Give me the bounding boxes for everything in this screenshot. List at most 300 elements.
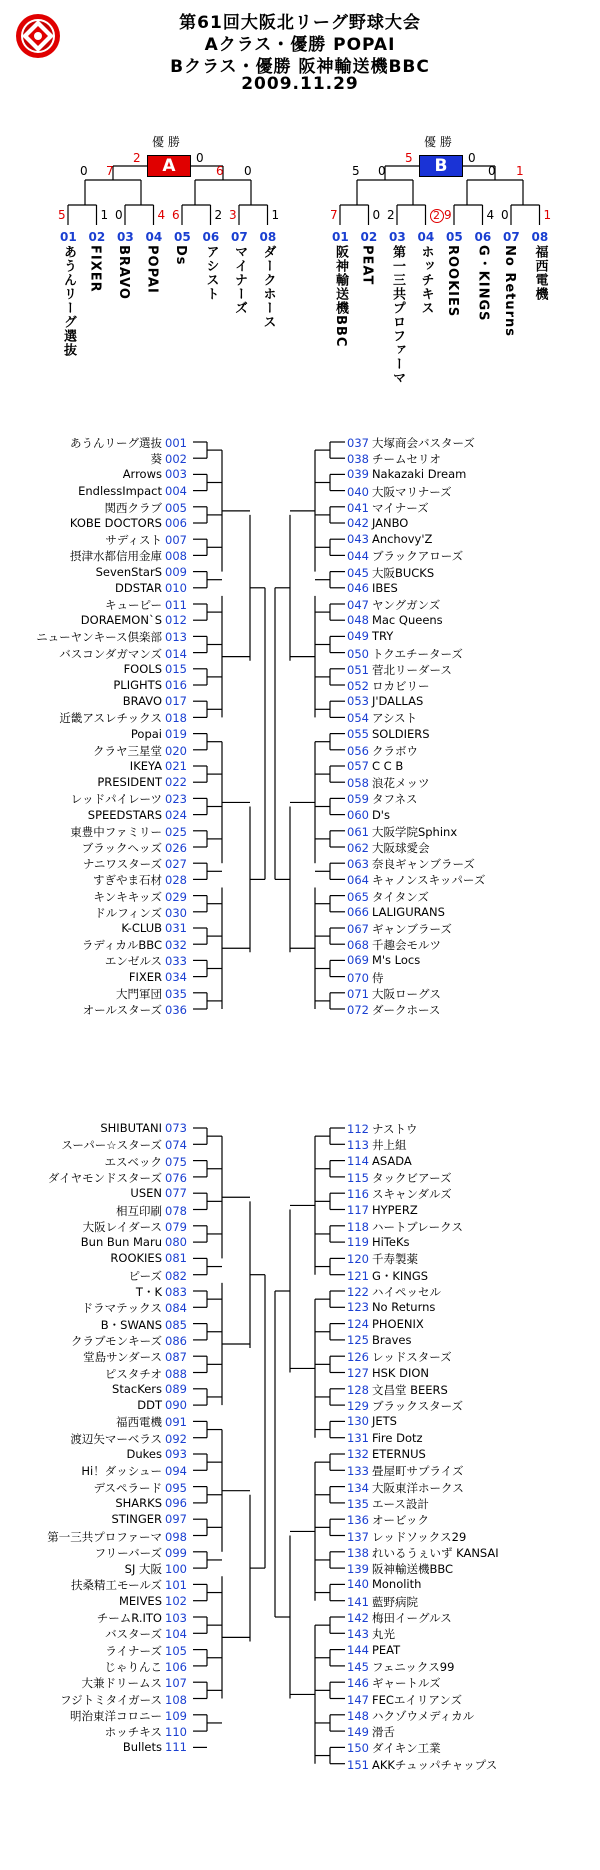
team-row	[0, 1740, 187, 1754]
finalist-number: 03	[389, 230, 406, 244]
team-number: 005	[165, 500, 187, 515]
team-number: 106	[165, 1659, 187, 1674]
team-row	[347, 1545, 499, 1561]
team-row	[0, 467, 187, 481]
team-row	[347, 970, 383, 986]
team-row	[347, 1480, 464, 1496]
team-name: タイタンズ	[371, 889, 429, 904]
team-name: Monolith	[371, 1577, 422, 1592]
team-name: 大門軍団	[116, 986, 162, 1001]
team-row	[0, 1447, 187, 1461]
team-row	[0, 824, 187, 840]
team-name: エンゼルス	[104, 954, 162, 969]
finalist-number: 03	[117, 230, 134, 244]
team-number: 017	[165, 694, 187, 709]
team-name: 阪神輸送機BBC	[371, 1562, 454, 1577]
team-name: ホッチキス	[104, 1725, 162, 1740]
team-row	[0, 1349, 187, 1365]
team-number: 086	[165, 1333, 187, 1348]
team-name: StacKers	[112, 1381, 162, 1396]
semi-score: 1	[516, 164, 524, 178]
winner-label: 優 勝	[424, 135, 452, 149]
team-row	[0, 1203, 187, 1219]
team-name: バスターズ	[105, 1627, 162, 1642]
team-number: 085	[165, 1317, 187, 1332]
team-number: 024	[165, 807, 187, 822]
team-name: タックビアーズ	[371, 1170, 452, 1185]
team-row	[347, 889, 429, 905]
team-number: 141	[347, 1594, 369, 1609]
semi-score: 0	[378, 164, 386, 178]
qf-score: 0	[501, 208, 509, 222]
team-number: 110	[165, 1725, 187, 1740]
finalist-name: Ds	[173, 245, 188, 266]
team-name: LALIGURANS	[371, 904, 445, 919]
team-number: 080	[165, 1235, 187, 1250]
team-name: トクエチーターズ	[371, 646, 463, 661]
team-number: 150	[347, 1741, 369, 1756]
team-row	[0, 775, 187, 789]
team-row	[0, 451, 187, 467]
team-row	[347, 467, 466, 481]
team-number: 099	[165, 1545, 187, 1560]
team-row	[347, 1740, 441, 1756]
team-number: 043	[347, 532, 369, 547]
team-name: アシスト	[371, 711, 418, 726]
team-name: BRAVO	[122, 694, 162, 709]
team-name: チームセリオ	[371, 452, 441, 467]
team-number: 101	[165, 1578, 187, 1593]
team-name: HSK DION	[371, 1365, 429, 1380]
team-number: 013	[165, 630, 187, 645]
semi-score: 0	[80, 164, 88, 178]
team-row	[347, 1382, 448, 1398]
team-number: 090	[165, 1398, 187, 1413]
team-number: 140	[347, 1577, 369, 1592]
team-name: あうんリーグ選抜	[70, 436, 162, 450]
team-number: 050	[347, 646, 369, 661]
team-row	[0, 1577, 187, 1593]
team-number: 015	[165, 661, 187, 676]
finalist-number: 01	[60, 230, 77, 244]
team-name: 葵	[150, 452, 162, 467]
team-name: Popai	[130, 726, 162, 741]
team-number: 146	[347, 1676, 369, 1691]
team-name: じゃりんこ	[104, 1659, 162, 1674]
team-name: STINGER	[111, 1512, 162, 1527]
team-number: 031	[165, 921, 187, 935]
team-row	[347, 759, 403, 773]
team-number: 021	[165, 759, 187, 773]
team-number: 105	[165, 1643, 187, 1658]
team-number: 065	[347, 889, 369, 904]
team-row	[347, 1398, 463, 1414]
team-number: 025	[165, 824, 187, 839]
team-row	[0, 581, 187, 595]
team-name: M's Locs	[371, 953, 421, 968]
team-number: 136	[347, 1513, 369, 1528]
finalist-number: 05	[446, 230, 463, 244]
team-row	[347, 1643, 400, 1657]
team-name: IKEYA	[129, 759, 162, 773]
qf-score: 7	[330, 208, 338, 222]
team-name: D's	[371, 807, 390, 822]
team-name: Bullets	[122, 1740, 162, 1755]
finalist-name: ROOKIES	[445, 245, 460, 318]
team-name: クラブモンキーズ	[71, 1333, 162, 1348]
finalist-name: アシスト	[203, 245, 219, 301]
team-row	[347, 1002, 440, 1018]
team-name: 扶桑精工モールズ	[71, 1578, 162, 1593]
team-number: 133	[347, 1464, 369, 1479]
team-name: レッドパイレーツ	[70, 792, 162, 807]
team-number: 014	[165, 646, 187, 661]
team-number: 060	[347, 807, 369, 822]
team-name: ロカビリー	[371, 679, 430, 693]
team-name: 奈良ギャンブラーズ	[371, 857, 475, 872]
team-number: 072	[347, 1003, 369, 1017]
team-name: ピスタチオ	[104, 1366, 162, 1381]
team-name: チームR.ITO	[96, 1611, 162, 1625]
team-name: TRY	[371, 629, 394, 644]
team-name: MEIVES	[118, 1593, 162, 1608]
team-number: 020	[165, 743, 187, 758]
team-row	[0, 1137, 187, 1153]
team-name: Nakazaki Dream	[371, 467, 467, 482]
team-row	[0, 694, 187, 708]
team-row	[347, 678, 429, 694]
team-name: Hi！ダッシュー	[81, 1464, 162, 1479]
team-number: 032	[165, 938, 187, 953]
team-number: 052	[347, 679, 369, 693]
team-row	[347, 516, 408, 530]
team-name: ASADA	[371, 1153, 412, 1168]
team-name: 渡辺矢マーベラス	[70, 1431, 162, 1446]
team-number: 126	[347, 1350, 369, 1365]
team-name: ピーズ	[128, 1268, 162, 1283]
team-name: デスペラード	[93, 1480, 162, 1495]
team-name: PEAT	[371, 1642, 401, 1657]
finalist-name: マイナーズ	[232, 245, 247, 315]
team-name: 東豊中ファミリー	[70, 824, 162, 839]
semi-score: 5	[352, 164, 360, 178]
qf-score: 3	[229, 208, 237, 222]
team-number: 029	[165, 889, 187, 904]
team-number: 094	[165, 1464, 187, 1479]
team-name: 大塚商会バスターズ	[371, 436, 475, 450]
team-name: マイナーズ	[371, 500, 429, 515]
team-row	[0, 1431, 187, 1447]
team-number: 053	[347, 694, 369, 709]
team-row	[347, 1496, 429, 1512]
team-name: 丸光	[371, 1627, 395, 1642]
finalist-name: PEAT	[359, 245, 375, 286]
team-number: 122	[347, 1285, 369, 1299]
team-row	[0, 532, 187, 548]
team-row	[0, 1268, 187, 1284]
team-number: 010	[165, 580, 187, 595]
team-row	[347, 808, 390, 822]
team-row	[0, 1626, 187, 1642]
team-name: 畳屋町サプライズ	[371, 1464, 464, 1479]
team-number: 044	[347, 549, 369, 564]
finalist-name: No Returns	[502, 245, 517, 338]
qf-score: 4	[486, 208, 495, 222]
team-name: 大阪ローグス	[371, 986, 441, 1001]
team-row	[347, 1284, 441, 1300]
team-row	[0, 986, 187, 1002]
team-name: KOBE DOCTORS	[69, 516, 162, 530]
team-name: 梅田イーグルス	[371, 1611, 452, 1625]
team-number: 027	[165, 857, 187, 872]
team-number: 087	[165, 1350, 187, 1365]
team-name: Dukes	[126, 1447, 162, 1461]
team-row	[347, 1203, 418, 1217]
team-name: 堂島サンダース	[83, 1350, 162, 1365]
team-row	[0, 1463, 187, 1479]
team-row	[0, 516, 187, 530]
team-row	[347, 743, 418, 759]
team-number: 097	[165, 1512, 187, 1527]
team-number: 055	[347, 726, 369, 741]
team-number: 057	[347, 759, 369, 773]
semi-score: 0	[244, 164, 252, 178]
team-row	[347, 791, 418, 807]
finalist-name: POPAI	[144, 245, 160, 294]
team-name: ダイヤモンドスターズ	[47, 1170, 162, 1185]
team-number: 135	[347, 1496, 369, 1511]
team-number: 121	[347, 1268, 369, 1283]
team-number: 062	[347, 841, 369, 855]
team-number: 016	[165, 678, 187, 692]
team-row	[347, 1561, 453, 1577]
team-name: JETS	[371, 1414, 397, 1429]
team-name: DDT	[137, 1398, 162, 1413]
team-name: PHOENIX	[371, 1316, 424, 1331]
team-name: スキャンダルズ	[371, 1187, 452, 1202]
qf-score: 1	[271, 208, 280, 222]
team-number: 114	[347, 1153, 369, 1168]
team-number: 091	[165, 1415, 187, 1430]
team-name: すぎやま石材	[93, 873, 162, 888]
team-row	[0, 1529, 187, 1545]
finalist-name: ダークホース	[260, 245, 276, 329]
finalist-name: 第一三共プロファーマ	[390, 245, 405, 385]
team-row	[347, 1235, 409, 1249]
team-number: 026	[165, 841, 187, 855]
team-row	[347, 1154, 412, 1168]
team-row	[347, 1463, 464, 1479]
team-number: 034	[165, 969, 187, 984]
team-number: 038	[347, 452, 369, 467]
team-number: 082	[165, 1268, 187, 1283]
team-number: 030	[165, 905, 187, 920]
team-name: フリーバーズ	[94, 1545, 162, 1560]
team-row	[347, 1431, 423, 1445]
team-row	[347, 840, 429, 856]
team-number: 145	[347, 1659, 369, 1674]
team-number: 100	[165, 1562, 187, 1577]
team-number: 049	[347, 629, 369, 644]
team-number: 112	[347, 1122, 369, 1136]
team-row	[347, 1121, 418, 1137]
team-row	[0, 1366, 187, 1382]
team-row	[347, 435, 475, 451]
team-row	[347, 1366, 429, 1380]
team-number: 116	[347, 1187, 369, 1202]
final-score-left: 2	[133, 151, 141, 165]
title-line4: 2009.11.29	[241, 74, 359, 94]
team-row	[347, 1333, 412, 1347]
team-row	[347, 1349, 452, 1365]
team-row	[0, 1496, 187, 1510]
team-number: 104	[165, 1627, 187, 1642]
team-number: 061	[347, 824, 369, 839]
team-name: ダイキン工業	[371, 1741, 441, 1756]
team-row	[0, 759, 187, 773]
team-number: 119	[347, 1235, 369, 1250]
class-A-badge: A	[147, 155, 191, 177]
finalist-name: 阪神輸送機BBC	[333, 245, 348, 348]
team-number: 035	[165, 986, 187, 1001]
team-name: オールスターズ	[82, 1003, 162, 1017]
team-number: 046	[347, 580, 369, 595]
team-number: 137	[347, 1529, 369, 1544]
team-row	[0, 1317, 187, 1333]
team-number: 059	[347, 792, 369, 807]
team-row	[347, 1708, 474, 1724]
team-number: 047	[347, 598, 369, 612]
team-name: ブラックヘッズ	[81, 841, 162, 855]
team-row	[347, 937, 441, 953]
qf-score: 1	[543, 208, 552, 222]
team-number: 078	[165, 1203, 187, 1218]
team-row	[347, 905, 445, 919]
finalist-number: 07	[503, 230, 520, 244]
team-row	[0, 613, 187, 627]
team-row	[347, 1447, 426, 1461]
team-row	[347, 597, 440, 613]
team-name: エース設計	[371, 1496, 429, 1511]
team-number: 118	[347, 1219, 369, 1234]
class-B-badge: B	[419, 155, 463, 177]
team-number: 123	[347, 1300, 369, 1315]
team-row	[0, 1659, 187, 1675]
team-name: Bun Bun Maru	[80, 1235, 162, 1250]
team-name: ROOKIES	[110, 1251, 162, 1266]
team-name: ETERNUS	[371, 1447, 426, 1461]
team-row	[347, 775, 429, 791]
team-name: FOOLS	[123, 661, 162, 676]
team-row	[0, 1154, 187, 1170]
team-name: レッドソックス29	[371, 1529, 467, 1544]
team-name: れいるうぇいず KANSAI	[371, 1545, 499, 1560]
team-name: 近畿アスレチックス	[59, 711, 162, 726]
team-name: DORAEMON`S	[80, 613, 162, 628]
final-score-left: 5	[405, 151, 413, 165]
team-number: 045	[347, 565, 369, 580]
team-row	[347, 500, 429, 516]
team-row	[347, 710, 417, 726]
team-row	[0, 856, 187, 872]
qf-score: 0	[115, 208, 123, 222]
team-row	[347, 1170, 452, 1186]
team-row	[347, 986, 441, 1002]
team-name: ナニワスターズ	[82, 857, 162, 872]
qf-score: 9	[444, 208, 452, 222]
team-name: 侍	[371, 970, 384, 985]
team-row	[0, 743, 187, 759]
team-number: 066	[347, 904, 369, 919]
team-row	[0, 1643, 187, 1659]
team-name: SevenStarS	[95, 564, 162, 579]
team-number: 054	[347, 711, 369, 726]
final-score-right: 0	[468, 151, 476, 165]
finalist-name: FIXER	[87, 245, 103, 293]
team-row	[347, 565, 434, 581]
team-number: 042	[347, 516, 369, 530]
team-name: 井上組	[371, 1138, 407, 1153]
team-row	[347, 532, 432, 546]
team-row	[347, 1675, 441, 1691]
team-number: 115	[347, 1170, 369, 1185]
team-name: DDSTAR	[115, 580, 162, 595]
team-number: 067	[347, 922, 369, 936]
winner-label: 優 勝	[152, 135, 180, 149]
team-number: 056	[347, 743, 369, 758]
finalist-number: 06	[474, 230, 492, 244]
team-row	[0, 1121, 187, 1135]
qf-score: 2	[387, 208, 395, 222]
team-row	[347, 1626, 395, 1642]
team-number: 107	[165, 1676, 187, 1691]
team-name: キンキキッズ	[93, 889, 162, 904]
team-row	[0, 840, 187, 856]
team-row	[0, 484, 187, 498]
team-number: 033	[165, 954, 187, 969]
team-number: 084	[165, 1301, 187, 1316]
team-name: ヤングガンズ	[371, 598, 441, 612]
team-number: 063	[347, 857, 369, 872]
team-name: ハートブレークス	[371, 1219, 464, 1234]
team-row	[347, 662, 452, 678]
team-number: 041	[347, 500, 369, 515]
team-number: 008	[165, 549, 187, 564]
team-row	[347, 1137, 406, 1153]
team-number: 134	[347, 1480, 369, 1495]
team-row	[347, 581, 398, 595]
team-row	[0, 727, 187, 741]
team-row	[347, 629, 393, 643]
team-row	[347, 548, 463, 564]
team-name: ダークホース	[371, 1003, 441, 1017]
team-name: B・SWANS	[100, 1317, 162, 1332]
team-number: 139	[347, 1562, 369, 1577]
team-number: 147	[347, 1692, 369, 1707]
finalist-name: 福西電機	[532, 245, 548, 301]
team-number: 004	[165, 483, 187, 498]
team-number: 079	[165, 1219, 187, 1234]
team-row	[0, 889, 187, 905]
team-row	[0, 646, 187, 662]
team-row	[0, 565, 187, 579]
team-name: C C B	[371, 759, 404, 773]
team-number: 070	[347, 970, 369, 985]
team-name: ナストウ	[371, 1122, 418, 1136]
team-name: SPEEDSTARS	[87, 807, 162, 822]
team-row	[347, 484, 452, 500]
team-row	[347, 1268, 428, 1284]
